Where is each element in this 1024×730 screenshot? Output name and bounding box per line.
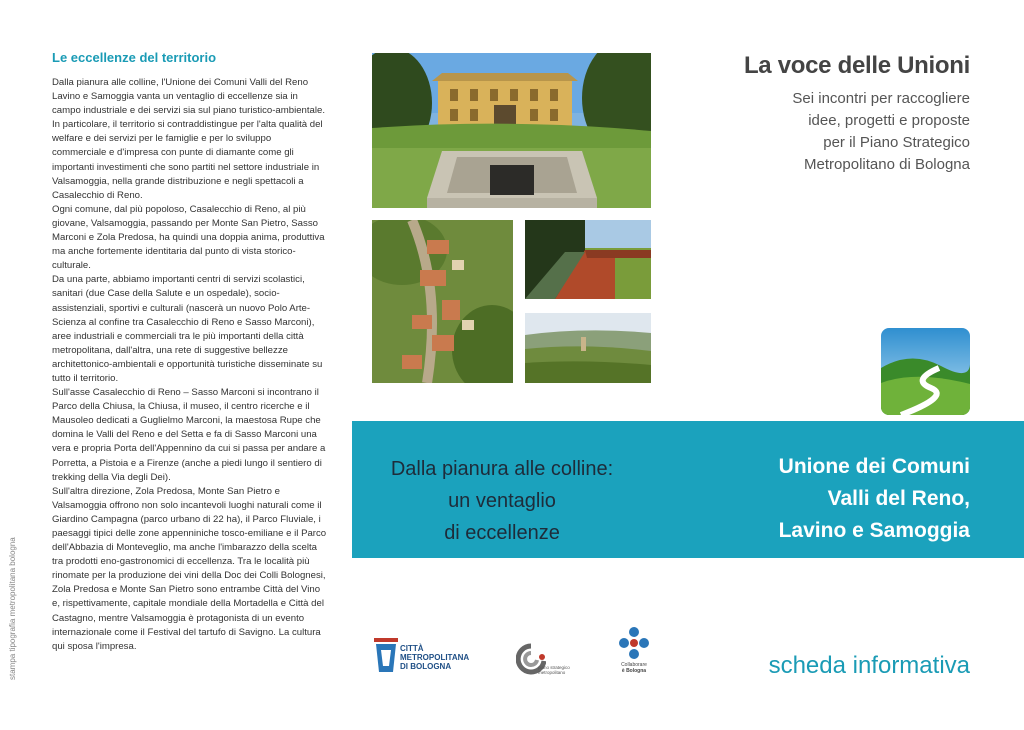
partner-text: METROPOLITANA <box>400 653 470 662</box>
partner-text: piano strategico <box>538 665 570 670</box>
partner-text: DI BOLOGNA <box>400 662 452 671</box>
citta-metropolitana-logo <box>373 636 470 678</box>
union-name-line: Lavino e Samoggia <box>778 519 970 542</box>
section-title: Le eccellenze del territorio <box>52 50 217 65</box>
paragraph: Dalla pianura alle colline, l'Unione dei Comuni Valli del Reno Lavino e Samoggia vanta un ventaglio di eccellenze sia in campo industriale e dei servizi sia sul piano turistico-ambientale. <box>52 77 326 117</box>
subtitle-line: Sei incontri per raccogliere <box>792 90 970 107</box>
landscape-photo <box>525 313 651 383</box>
header <box>670 52 970 176</box>
body-text <box>52 76 328 654</box>
canal-photo <box>525 220 651 299</box>
flower-icon <box>618 626 650 660</box>
tagline-line: un ventaglio <box>448 490 556 512</box>
union-name-line: Unione dei Comuni <box>778 455 970 478</box>
paragraph: Ogni comune, dal più popoloso, Casalecchio di Reno, al più giovane, Valsamoggia, passando per Monte San Pietro, Sasso Marconi e Zola Predosa, ha quindi una doppia anima, produttiva ma anche fortemente identitaria dal punto di vista storico-culturale. <box>52 203 325 272</box>
paragraph: Da una parte, abbiamo importanti centri di servizi scolastici, sanitari (due Case della Salute e un ospedale), socio-assistenziali, sportivi e culturali (nascerà un nuovo Polo Arte-Scienza al confine tra Casalecchio di Reno e Sasso Marconi), aree industriali e commerciali tra le più importanti della città metropolitana, dall'altra, una rete di suggestive bellezze architettonico-ambientali e opportunità turistiche disseminate su tutto il territorio. <box>52 274 323 384</box>
page-title: La voce delle Unioni <box>743 52 970 79</box>
crest-icon <box>373 636 399 676</box>
union-name-line: Valli del Reno, <box>827 487 970 510</box>
partner-text: Collaborare <box>621 662 647 668</box>
print-credit: stampa tipografia metropolitana bologna <box>8 537 17 680</box>
partner-text: è Bologna <box>621 668 647 674</box>
tagline-line: Dalla pianura alle colline: <box>390 458 614 480</box>
union-logo <box>881 328 970 415</box>
subtitle-line: per il Piano Strategico <box>823 134 970 151</box>
union-name <box>779 451 970 547</box>
left-column <box>52 50 328 654</box>
tagline-line: di eccellenze <box>444 522 560 544</box>
subtitle-line: idee, progetti e proposte <box>808 112 970 129</box>
partner-text: CITTÀ <box>400 644 424 653</box>
paragraph: Sull'altra direzione, Zola Predosa, Monte San Pietro e Valsamoggia offrono non solo incantevoli luoghi naturali come il Giardino Campagna (parco urbano di 22 ha), il Parco Fluviale, i paesaggi tipici delle zone appenniniche tosco-emiliane e il Parco dell'Abbazia di Monteveglio, ma anche l'imbarazzo della scelta tra prodotti eno-gastronomici di eccellenza. Tra le località più rinomate per la produzione dei vini della Doc dei Colli Bolognesi, Zola Predosa e Monte San Pietro sono entrambe Città del Vino e, rispettivamente, capitale mondiale della Mortadella e Città del Castagno, mentre Valsamoggia è protagonista di un evento internazionale come il Festival del tartufo di Savigno. La cultura qui sposa l'impresa. <box>52 485 327 652</box>
paragraph: Sull'asse Casalecchio di Reno – Sasso Marconi si incontrano il Parco della Chiusa, la Chiusa, il museo, il centro ricerche e il Mausoleo dedicati a Guglielmo Marconi, la maestosa Rupe che domina le Valli del Reno e del Setta e fa di Sasso Marconi una vera e propria Porta dell'Appennino da cui si passa per andare a Porretta, a Pistoia e a Firenze (anche a piedi lungo il sentiero di trekking della Via degli Dei). <box>52 387 326 483</box>
title-banner <box>352 421 1024 558</box>
piano-strategico-logo <box>516 643 586 679</box>
paragraph: In particolare, il territorio si contraddistingue per l'alta qualità del welfare e dei servizi per le famiglie e per lo sviluppo commerciale e d'impresa con punte di diamante come gli importanti investimenti che sono partiti nel settore industriale in Valsamoggia, nella grande distribuzione e negli spettacoli a Casalecchio di Reno. <box>52 119 323 201</box>
villa-photo <box>372 53 651 208</box>
document-type-label: scheda informativa <box>768 652 970 679</box>
partner-text: metropolitano <box>538 670 566 675</box>
subtitle-line: Metropolitano di Bologna <box>804 156 970 173</box>
banner-tagline <box>352 453 652 549</box>
collaborare-logo <box>612 626 656 678</box>
aerial-photo <box>372 220 513 383</box>
